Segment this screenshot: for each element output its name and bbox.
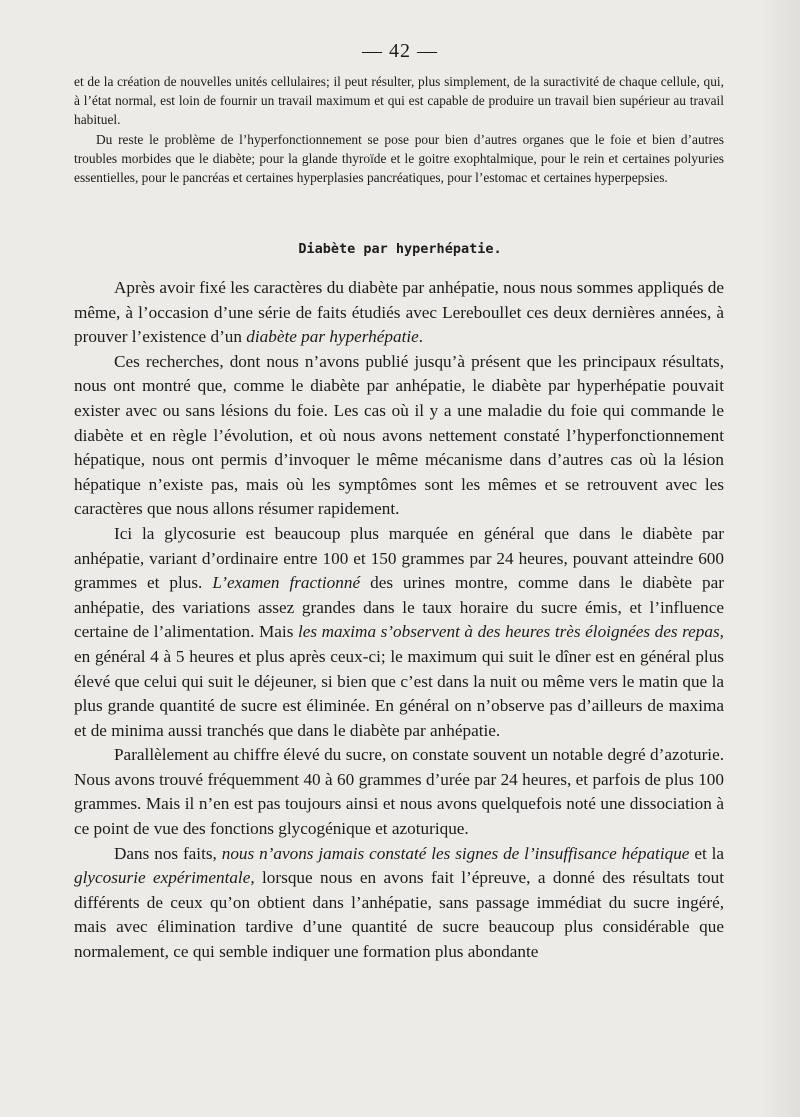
section-heading: Diabète par hyperhépatie. bbox=[298, 241, 502, 257]
italic-run: les maxima s’observent à des heures très éloignées des repas, bbox=[297, 622, 724, 642]
text-run: . bbox=[418, 327, 424, 347]
text-run: Après avoir fixé les caractères du diabète par anhépatie, nous nous sommes appliqués de même, à l’occasion d’une série de faits étudiés avec Lereboullet ces deux dernières années, à prouver l’existence d’un bbox=[74, 278, 724, 347]
text-run: Ici la glycosurie est beaucoup plus marquée en général que dans le diabète par anhépatie, variant d’ordinaire entre 100 et 150 grammes par 24 heures, pouvant atteindre 600 grammes et plus. bbox=[74, 523, 724, 593]
italic-run: nous n’avons jamais constaté les signes de l’insuffisance hépatique bbox=[221, 843, 690, 863]
body-text bbox=[74, 276, 724, 965]
body-paragraph bbox=[74, 842, 724, 965]
body-paragraph bbox=[74, 522, 724, 743]
text-run: et la bbox=[689, 843, 725, 863]
body-paragraph bbox=[74, 276, 724, 350]
text-run: des urines montre, comme dans le diabète par anhépatie, des variations assez grandes dans le taux horaire du sucre émis, et l’influence certaine de l’alimentation. Mais bbox=[74, 573, 724, 642]
intro-block bbox=[74, 72, 724, 187]
italic-run: glycosurie expérimentale, bbox=[74, 868, 255, 888]
text-run: Dans nos faits, bbox=[114, 843, 222, 863]
intro-paragraph: Du reste le problème de l’hyperfonctionnement se pose pour bien d’autres organes que le foie et bien d’autres troubles morbides que le diabète; pour la glande thyroïde et le goitre exophtalmique, pour le rein et certaines polyuries essentielles, pour le pancréas et certaines hyperplasies pancréatiques, pour l’estomac et certaines hyperpepsies. bbox=[74, 131, 724, 186]
intro-paragraph: et de la création de nouvelles unités cellulaires; il peut résulter, plus simplement, de la suractivité de chaque cellule, qui, à l’état normal, est loin de fournir un travail maximum et qui est capable de produire un travail bien supérieur au travail habituel. bbox=[74, 74, 724, 128]
body-paragraph: Ces recherches, dont nous n’avons publié jusqu’à présent que les principaux résultats, nous ont montré que, comme le diabète par anhépatie, le diabète par hyperhépatie pouvait exister avec ou sans lésions du foie. Les cas où il y a une maladie du foie qui commande le diabète et en règle l’évolution, et où nous avons nettement constaté l’hyperfonctionnement hépatique, nous ont permis d’invoquer le même mécanisme dans d’autres cas où la lésion hépatique n’existe pas, mais où les symptômes sont les mêmes et se retrouvent avec les caractères que nous allons résumer rapidement. bbox=[74, 351, 724, 519]
text-run: lorsque nous en avons fait l’épreuve, a donné des résultats tout différents de ceux qu’on obtient dans l’anhépatie, sans passage immédiat du sucre ingéré, mais avec élimination tardive d’une quantité de sucre beaucoup plus considérable que normalement, ce qui semble indiquer une formation plus abondante bbox=[74, 868, 724, 962]
page-number: — 42 — bbox=[362, 40, 438, 62]
italic-run: L’examen fractionné bbox=[212, 573, 361, 593]
italic-run: diabète par hyperhépatie bbox=[246, 327, 419, 347]
body-paragraph: Parallèlement au chiffre élevé du sucre, on constate souvent un notable degré d’azoturie. Nous avons trouvé fréquemment 40 à 60 grammes d’urée par 24 heures, et parfois de plus 100 grammes. Mais il n’en est pas toujours ainsi et nous avons quelquefois noté une dissociation à ce point de vue des fonctions glycogénique et azoturique. bbox=[74, 745, 724, 839]
text-run: en général 4 à 5 heures et plus après ceux-ci; le maximum qui suit le dîner est en général plus élevé que celui qui suit le déjeuner, si bien que c’est dans la nuit ou même vers le matin que la plus grande quantité de sucre est éliminée. En général on n’observe pas d’ailleurs de maxima et de minima aussi tranchés que dans le diabète par anhépatie. bbox=[74, 646, 724, 740]
